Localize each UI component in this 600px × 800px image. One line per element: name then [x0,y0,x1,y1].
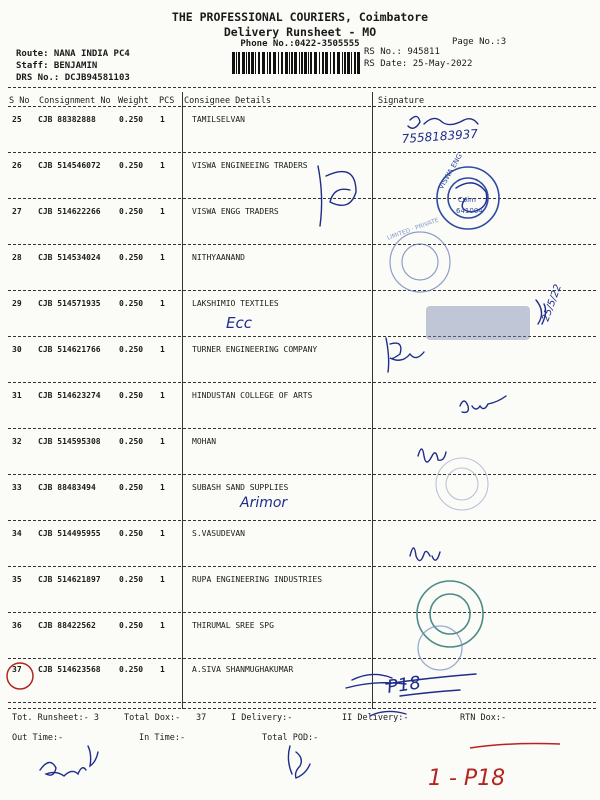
column-divider [8,106,596,107]
table-row [0,621,600,635]
signature-total-pod [288,746,310,778]
col-sno: S No [9,96,30,106]
signature-34 [410,548,440,561]
row-weight: 0.250 [119,529,144,538]
row-divider [8,658,596,659]
stamp-viswa-top: VISWA ENG [437,152,464,191]
row-consignment-no: CJB 88422562 [38,621,96,630]
row-divider [8,612,596,613]
barcode-bar [291,52,293,74]
row-consignment-no: CJB 514571935 [38,299,101,308]
col-signature: Signature [378,96,425,106]
barcode-bar [344,52,346,74]
row-weight: 0.250 [119,437,144,446]
row-sno: 34 [12,529,22,538]
row-pcs: 1 [160,483,165,492]
table-row [0,207,600,221]
row-divider [8,290,596,291]
row-divider [8,520,596,521]
stamp-viswa-pin: 641004 [456,207,483,215]
col-consignment: Consignment No [39,96,111,106]
row-consignment-no: CJB 88382888 [38,115,96,124]
row-consignee: THIRUMAL SREE SPG [192,621,274,630]
hand-note-37: P18 [385,672,423,698]
row-sno: 37 [12,665,22,674]
bottom-note: 1 - P18 [428,766,506,791]
staff: Staff: BENJAMIN [16,61,98,71]
total-runsheet: Tot. Runsheet:- 3 [12,713,99,723]
row-weight: 0.250 [119,665,144,674]
row-pcs: 1 [160,161,165,170]
row-sno: 27 [12,207,22,216]
barcode-bar [267,52,268,74]
row-weight: 0.250 [119,207,144,216]
barcode-bar [357,52,360,74]
row-weight: 0.250 [119,299,144,308]
row-consignee: TURNER ENGINEERING COMPANY [192,345,318,354]
row-sno: 35 [12,575,22,584]
row-pcs: 1 [160,207,165,216]
barcode-bar [238,52,240,74]
table-row [0,253,600,267]
company-name: THE PROFESSIONAL COURIERS, Coimbatore [171,10,429,24]
row-pcs: 1 [160,253,165,262]
table-row [0,345,600,359]
row-consignment-no: CJB 514623274 [38,391,101,400]
row-divider [8,152,596,153]
row-pcs: 1 [160,345,165,354]
barcode-bar [347,52,350,74]
barcode-bar [248,52,250,74]
out-time: Out Time:- [12,733,64,743]
barcode-bar [354,52,356,74]
row-consignee: RUPA ENGINEERING INDUSTRIES [192,575,323,584]
row-weight: 0.250 [119,253,144,262]
row-sno: 29 [12,299,22,308]
row-consignee: A.SIVA SHANMUGHAKUMAR [192,665,294,674]
row-sno: 30 [12,345,22,354]
row-consignment-no: CJB 514495955 [38,529,101,538]
total-dox-label: Total Dox:- [124,713,181,723]
in-time: In Time:- [139,733,186,743]
barcode-bar [278,52,279,74]
row-consignment-no: CJB 514534024 [38,253,101,262]
signature-out-time [40,746,98,776]
row-sno: 26 [12,161,22,170]
barcode-bar [299,52,300,74]
row-consignment-no: CJB 88483494 [38,483,96,492]
barcode-bar [322,52,324,74]
row-consignee: NITHYAANAND [192,253,245,262]
row-pcs: 1 [160,529,165,538]
table-row [0,529,600,543]
row-weight: 0.250 [119,345,144,354]
col-consignee: Consignee Details [184,96,271,106]
barcode-bar [285,52,288,74]
row-pcs: 1 [160,437,165,446]
rs-date: RS Date: 25-May-2022 [364,59,473,69]
row-sno: 28 [12,253,22,262]
table-row [0,299,600,313]
barcode-bar [351,52,352,74]
row-consignee: VISWA ENGG TRADERS [192,207,279,216]
barcode-bar [304,52,307,74]
row-consignee: MOHAN [192,437,217,446]
document-title: Delivery Runsheet - MO [223,25,377,39]
table-row [0,575,600,589]
row-weight: 0.250 [119,621,144,630]
row-pcs: 1 [160,391,165,400]
row-consignee: SUBASH SAND SUPPLIES [192,483,289,492]
row-divider [8,474,596,475]
table-row [0,115,600,129]
barcode-bar [273,52,276,74]
row-consignment-no: CJB 514623568 [38,665,101,674]
phone-number: Phone No.:0422-3505555 [240,39,360,49]
hand-note-33: Arimor [240,495,288,511]
row-weight: 0.250 [119,115,144,124]
drs-number: DRS No.: DCJB94581103 [16,73,130,83]
hand-date-29: 25/5/22 [540,283,565,324]
header-divider [8,87,596,88]
row-consignee: VISWA ENGINEEING TRADERS [192,161,308,170]
row-consignee: S.VASUDEVAN [192,529,245,538]
row-sno: 31 [12,391,22,400]
stamp-rupa [417,581,483,647]
row-divider [8,244,596,245]
barcode-bar [333,52,335,74]
barcode-bar [236,52,237,74]
row-consignment-no: CJB 514622266 [38,207,101,216]
barcode-bar [251,52,254,74]
table-row [0,161,600,175]
barcode-bar [301,52,303,74]
row-divider [8,198,596,199]
row-weight: 0.250 [119,575,144,584]
row-sno: 33 [12,483,22,492]
row-pcs: 1 [160,621,165,630]
row-pcs: 1 [160,299,165,308]
row-divider [8,382,596,383]
barcode-bar [262,52,265,74]
table-row [0,483,600,497]
row-consignment-no: CJB 514621897 [38,575,101,584]
barcode-bar [269,52,271,74]
barcode-bar [330,52,331,74]
row-consignment-no: CJB 514546072 [38,161,101,170]
stamp-viswa-city: Coim [458,196,476,204]
barcode-bar [232,52,235,74]
page-number: Page No.:3 [452,37,507,47]
i-delivery: I Delivery:- [231,713,293,723]
barcode-bar [310,52,312,74]
row-sno: 32 [12,437,22,446]
row-weight: 0.250 [119,483,144,492]
row-pcs: 1 [160,665,165,674]
barcode-bar [258,52,260,74]
row-sno: 36 [12,621,22,630]
row-consignment-no: CJB 514621766 [38,345,101,354]
row-consignee: HINDUSTAN COLLEGE OF ARTS [192,391,313,400]
row-pcs: 1 [160,575,165,584]
row-weight: 0.250 [119,391,144,400]
barcode-bar [337,52,340,74]
total-dox-value: 37 [196,713,207,723]
barcode-bar [242,52,245,74]
bottom-note-underline [470,744,560,749]
row-pcs: 1 [160,115,165,124]
col-pcs: PCS [159,96,175,106]
col-weight: Weight [118,96,149,106]
barcode-bar [246,52,247,74]
route: Route: NANA INDIA PC4 [16,49,130,59]
table-row [0,391,600,405]
rtn-dox: RTN Dox:- [460,713,507,723]
barcode-bar [255,52,256,74]
total-pod: Total POD:- [262,733,319,743]
stamp-row-28-text: LIMITED · PRIVATE [386,216,440,242]
row-divider [8,566,596,567]
row-consignee: TAMILSELVAN [192,115,245,124]
barcode-bar [314,52,317,74]
row-weight: 0.250 [119,161,144,170]
barcode-bar [294,52,297,74]
footer-divider [8,708,596,709]
table-row [0,437,600,451]
rs-number: RS No.: 945811 [364,47,440,57]
row-consignee: LAKSHIMIO TEXTILES [192,299,279,308]
barcode-bar [325,52,328,74]
barcode-bar [289,52,290,74]
row-divider [8,702,596,703]
row-consignment-no: CJB 514595308 [38,437,101,446]
hand-note-29: Ecc [226,314,252,332]
table-row [0,665,600,679]
row-sno: 25 [12,115,22,124]
barcode-bar [308,52,309,74]
hand-phone-25: 7558183937 [401,126,479,146]
row-divider [8,428,596,429]
row-divider [8,336,596,337]
barcode-bar [342,52,343,74]
ii-delivery: II Delivery:- [342,713,409,723]
barcode-bar [319,52,320,74]
barcode-bar [281,52,283,74]
barcode [232,52,360,74]
